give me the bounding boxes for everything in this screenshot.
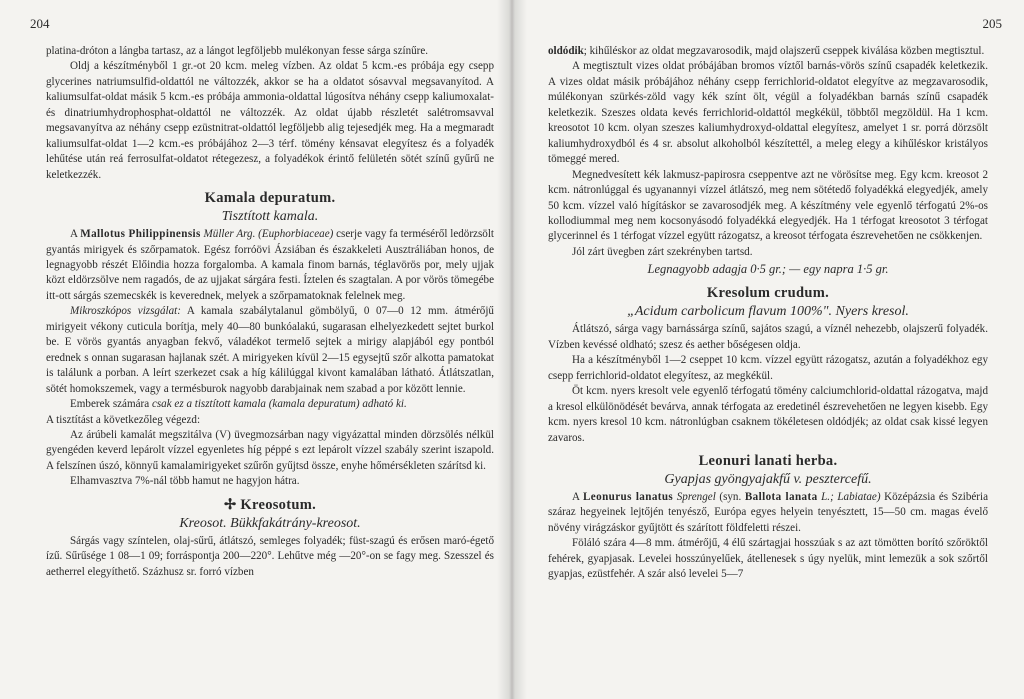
paragraph bbox=[46, 227, 494, 304]
label: Mikroszkópos vizsgálat: bbox=[70, 305, 181, 318]
emphasis: oldódik bbox=[548, 45, 584, 57]
paragraph: Megnedvesített kék lakmusz-papirosra cseppentve azt ne vörösítse meg. Egy kcm. kreosot 2 kcm. nátronlúggal és ugyanannyi vízzel átlátszó, meg nem sötétedő folyadékká elegyedjék, amely 50 kcm. vízzel való hígításkor se zavarosodjék meg. A készítmény vele egyenlő térfogatú 2%-os kollodiummal meg nem kocsonyásodó folyadékká elegyedjék. Ha 1 térfogat kreosotot 3 térfogat glycerinnel és 1 térfogat vízzel együtt rázogatsz, a kreosot térfogata észrevehetően ne csökkenjen. bbox=[548, 168, 988, 243]
text: Középázsia és Szibéria száraz hegyeinek lejtőjén tenyésző, Európa egyes helyein tenyésztett, 15—50 cm. magas évelő növény virágzáskor gyűjtött és szárított földfeletti részei. bbox=[548, 490, 989, 534]
paragraph: Föláló szára 4—8 mm. átmérőjű, 4 élű szártagjai hosszúak s az azt tömötten borító szőröktől fehérek, gyapjasak. Levelei hosszúnyelűek, átellenesek s úgy nyelük, mint lemezük a sok szőrtől gyapjas, ezüstfehér. A szár alsó levelei 5—7 bbox=[548, 537, 988, 581]
right-page bbox=[512, 0, 1024, 699]
emphasis: csak ez a tisztított kamala (kamala depuratum) adható ki. bbox=[151, 398, 407, 411]
text: A bbox=[572, 490, 583, 503]
text: cserje vagy fa terméséről ledörzsölt gyantás mirigyek és szőrpamatok. Egész forróövi Ázsiában és északkeleti Ausztráliában honos, de legnagyobb részét Előindia hozza forgalomba. A kamala finom barnás, téglavörös por, mely ujjak közt eldörzsölve nem ragadós, de az ujjakat sárgára festi. Íztelen és szagtalan. A por vörös tömegébe itt-ott sárgás szemecskék is keverednek, melyek a szőrpamatoknak felelnek meg. bbox=[46, 228, 494, 302]
subheading-kresolum: „Acidum carbolicum flavum 100%". Nyers kresol. bbox=[627, 304, 909, 320]
paragraph: platina-dróton a lángba tartasz, az a lángot legföljebb mulékonyan fesse sárga színűre. bbox=[46, 45, 429, 57]
paragraph: Sárgás vagy színtelen, olaj-sűrű, átlátszó, semleges folyadék; füst-szagú és erősen maró-égető ízű. Sűrűsége 1 08—1 09; forráspontja 200—220°. Lehűtve még —20°-on se fagy meg. Szesszel és aetherrel elegyíthető. Százhusz sr. forró vízben bbox=[46, 534, 494, 578]
text: A bbox=[70, 228, 81, 241]
cross-icon: ✢ bbox=[223, 496, 237, 513]
paragraph: Öt kcm. nyers kresolt vele egyenlő térfogatú tömény calciumchlorid-oldattal rázogatva, majd a kresol elkülönödését bevárva, annak térfogata az eredetinél észrevehetően ne legyen kisebb. Egy kcm. nyers kresol 10 kcm. nátronlúgban csaknem tökéletesen oldódjék; az oldat csak kissé legyen zavaros. bbox=[548, 385, 988, 444]
author: Sprengel bbox=[673, 490, 716, 503]
paragraph: Az árúbeli kamalát megszitálva (V) üvegmozsárban nagy vigyázattal minden dörzsölés nélkül gyengéden keverd lepárolt vízzel egyenletes híg péppé s ezt lepárolt vízzel szabály szerint iszapold. A felszínen úszó, könnyű kamalamirigyeket szűrőn gyűjtsd össze, enyhe hőmérsékleten szárítsd ki. bbox=[46, 428, 494, 472]
species-name: Leonurus lanatus bbox=[583, 490, 674, 503]
text: A kamala szabálytalanul gömbölyű, 0 07—0 12 mm. átmérőjű mirigyeit vékony cuticula borítja, mely 40—80 bunkóalakú, sugarasan elhelyezkedett sejtet burkol be. E vörös gyantás anyagban fekvő, váladékot termelő sejtek a mirigy alapjából egy pontból erednek s onnan sugarasan hajlanak szét. A mirigyeken kívül 2—15 egysejtű szőr alkotta pamatokat is találunk a porban. A leírt szerkezet csak a híg kálilúggal kivont kamalában látható. Átlátszatlan, sötét homokszemek, vagy a termésburok nagyobb darabjainak nem szabad a por között lennie. bbox=[46, 305, 494, 395]
heading-leonuri: Leonuri lanati herba. bbox=[698, 452, 838, 469]
subheading-leonuri: Gyapjas gyöngyajakfű v. pesztercefű. bbox=[664, 471, 872, 487]
dose-line: Legnagyobb adagja 0·5 gr.; — egy napra 1·5 gr. bbox=[647, 262, 889, 277]
author: L.; Labiatae) bbox=[817, 490, 881, 503]
paragraph bbox=[548, 44, 988, 59]
text: (syn. bbox=[715, 490, 745, 503]
paragraph: A megtisztult vizes oldat próbájában bromos víztől barnás-vörös színű csapadék keletkezik. A vizes oldat másik próbájához néhány csepp ferrichlorid-oldatot elegyítve az megzavarosodik, múlékonyan szürkés-zöld vagy kék színt ölt, végül a folyadékban barnás színű csapadék keletkezik. Szeszes oldata kevés ferrichlorid-oldattól megkékül, többtől megzöldül. Ha 1 kcm. kreosotot 10 kcm. olyan szeszes kaliumhydroxyd-oldattal elegyítesz, amelyet 1 sr. porrá dörzsölt kaliumhydroxydból és 4 sr. absolut alkoholból készítettél, a meleg elegy a kihűléskor kristályos tömeggé mered. bbox=[548, 60, 988, 166]
paragraph bbox=[46, 304, 494, 397]
paragraph: Elhamvasztva 7%-nál több hamut ne hagyjon hátra. bbox=[70, 475, 300, 488]
heading-kamala: Kamala depuratum. bbox=[204, 190, 336, 207]
species-name: Mallotus Philippinensis bbox=[80, 228, 201, 241]
paragraph: Oldj a készítményből 1 gr.-ot 20 kcm. meleg vízben. Az oldat 5 kcm.-es próbája egy csepp glycerines natriumsulfid-oldattól ne változzék, akkor se ha a oldatot sósavval megsavanyítod. A kaliumsulfat-oldat másik 5 kcm.-es próbája ammonia-oldattal lúgosítva néhány csepp kaliumoxalat- és dinatriumhydrophosphat-oldattól ne változzék. Az oldat újabb részletét salétromsavval megsavanyítva az néhány csepp ezüstnitrat-oldattól legföljebb alig tejesedjék meg. Ha a megmaradt kaliumsulfat-oldat 1—2 kcm.-es próbájához 2—3 térf. tömény kénsavat elegyítesz és a folyadék lehűtése után reá ferrosulfat-oldatot rétegezesz, a folyadékok érintő felületén sötét színű gyűrű ne keletkezzék. bbox=[46, 60, 494, 181]
heading-kresolum: Kresolum crudum. bbox=[706, 285, 830, 302]
page-number-left: 204 bbox=[30, 16, 50, 31]
paragraph: Ha a készítményből 1—2 cseppet 10 kcm. vízzel együtt rázogatsz, azután a folyadékhoz egy csepp ferrichlorid-oldatot elegyítesz, az megkékül. bbox=[548, 354, 988, 382]
subheading-kreosot: Kreosot. Bükkfakátrány-kreosot. bbox=[179, 515, 361, 531]
paragraph: Jól zárt üvegben zárt szekrényben tartsd. bbox=[572, 245, 753, 258]
text: ; kihűléskor az oldat megzavarosodik, majd olajszerű cseppek kiválása közben megtisztul. bbox=[583, 45, 985, 57]
text: Emberek számára bbox=[70, 398, 152, 411]
species-name: Ballota lanata bbox=[744, 490, 818, 503]
paragraph: Átlátszó, sárga vagy barnássárga színű, sajátos szagú, a víznél nehezebb, olajszerű folyadék. Vízben kevéssé oldható; szesz és aether bőségesen oldja. bbox=[548, 323, 988, 351]
paragraph bbox=[46, 397, 494, 428]
subheading-kamala: Tisztított kamala. bbox=[221, 209, 319, 225]
page-number-right: 205 bbox=[982, 16, 1002, 31]
author: Müller Arg. (Euphorbiaceae) bbox=[200, 228, 334, 241]
heading-kreosot bbox=[46, 496, 494, 515]
paragraph bbox=[548, 490, 988, 536]
heading-text: Kreosotum. bbox=[240, 496, 317, 513]
text: A tisztítást a következőleg végezd: bbox=[46, 413, 201, 426]
